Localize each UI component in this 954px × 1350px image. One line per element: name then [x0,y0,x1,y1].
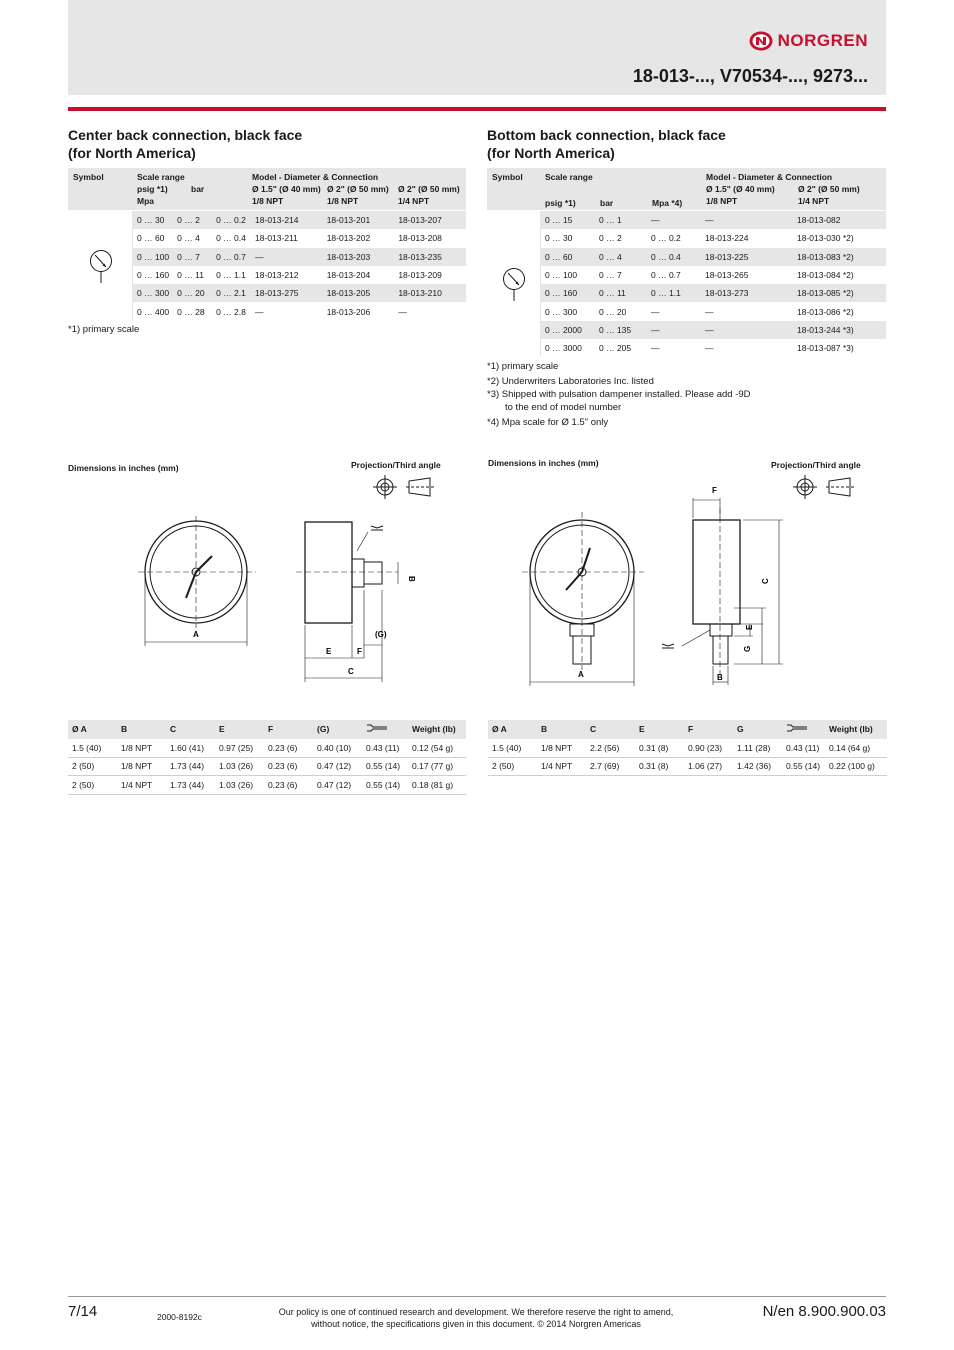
table-row [488,739,887,758]
table-cell: 0 … 1.1 [212,266,251,284]
table-row [68,757,466,776]
wrench-size-icon [366,723,388,733]
table-cell: 18-013-275 [251,284,323,302]
table-row [68,776,466,795]
table-cell: 1.5 (40) [68,739,117,758]
table-cell: 18-013-210 [394,284,466,302]
table-cell: — [701,302,793,320]
policy-text [240,1306,712,1330]
footer-divider [68,1296,886,1297]
table-cell: — [251,248,323,266]
table-cell: 0 … 2 [173,211,212,229]
table-cell: 0 … 0.4 [647,248,701,266]
brand-name: NORGREN [777,31,868,50]
table-cell: 0 … 205 [595,339,647,357]
table-cell: 0 … 4 [595,248,647,266]
table-cell: 0 … 0.7 [212,248,251,266]
table-cell: 18-013-207 [394,211,466,229]
table-cell: 18-013-206 [323,302,395,320]
table-row [133,211,466,229]
table-cell: 0 … 60 [133,229,173,247]
note-3-cont: to the end of model number [505,402,622,413]
table-cell: 18-013-203 [323,248,395,266]
table-cell: 1.06 (27) [684,757,733,776]
column-header: G [733,720,782,739]
table-cell: 18-013-201 [323,211,395,229]
table-cell: 18-013-212 [251,266,323,284]
table-cell: 18-013-205 [323,284,395,302]
table-cell: 0 … 3000 [541,339,595,357]
header-col2a: Ø 2" (Ø 50 mm) [798,184,860,194]
left-section-title [68,126,302,162]
table-cell: 0 … 160 [541,284,595,302]
table-cell: 18-013-208 [394,229,466,247]
left-technical-drawing [68,470,466,690]
norgren-emblem-icon [748,30,774,52]
column-header: F [264,720,313,739]
note-1: *1) primary scale [487,361,559,372]
header-col3b: 1/4 NPT [398,196,430,206]
table-cell: 0 … 30 [541,229,595,247]
table-cell: 0.40 (10) [313,739,362,758]
table-cell: — [647,211,701,229]
table-cell: 1/4 NPT [117,776,166,795]
header-scale-range: Scale range [137,172,185,182]
table-cell: 0.23 (6) [264,776,313,795]
column-header: Weight (lb) [825,720,887,739]
table-cell: 18-013-202 [323,229,395,247]
right-projection-label: Projection/Third angle [771,460,861,470]
table-cell: 18-013-244 *3) [793,321,886,339]
table-cell: 18-013-211 [251,229,323,247]
column-header: Ø A [68,720,117,739]
table-cell: 1.60 (41) [166,739,215,758]
document-reference: N/en 8.900.900.03 [762,1303,886,1320]
column-header: B [117,720,166,739]
table-row [541,284,886,302]
right-model-table [541,211,886,357]
table-cell: 0 … 0.2 [647,229,701,247]
dim-b-label: B [717,673,723,682]
header-model: Model - Diameter & Connection [706,172,833,182]
table-cell: 0.23 (6) [264,739,313,758]
table-cell: 0 … 1 [595,211,647,229]
wrench-size-icon [786,723,808,733]
table-row [133,302,466,320]
header-symbol: Symbol [73,172,104,182]
table-cell: 18-013-030 *2) [793,229,886,247]
table-cell: 0 … 60 [541,248,595,266]
column-header: B [537,720,586,739]
right-section-title [487,126,726,162]
table-row [133,284,466,302]
table-cell: 18-013-214 [251,211,323,229]
table-cell: 0 … 2 [595,229,647,247]
header-mpa: Mpa *4) [652,198,683,208]
left-model-table [133,211,466,321]
right-notes [487,360,751,429]
table-row [541,211,886,229]
left-note: *1) primary scale [68,324,140,335]
table-cell: 1.42 (36) [733,757,782,776]
table-cell: 18-013-085 *2) [793,284,886,302]
gauge-front-view [522,512,644,686]
table-cell: 0 … 2000 [541,321,595,339]
table-cell: 0 … 2.8 [212,302,251,320]
table-cell: 1.03 (26) [215,776,264,795]
table-cell: 0 … 300 [133,284,173,302]
table-cell: 0.97 (25) [215,739,264,758]
table-cell: 1.03 (26) [215,757,264,776]
table-cell: 0 … 4 [173,229,212,247]
table-cell: 0.55 (14) [362,776,408,795]
table-cell: 2.2 (56) [586,739,635,758]
table-cell: 0.43 (11) [362,739,408,758]
dim-f-label: F [357,647,362,656]
table-cell: 0 … 20 [173,284,212,302]
dim-g-label: G [743,645,752,652]
table-row [68,739,466,758]
column-header: E [215,720,264,739]
document-code: 2000-8192c [157,1312,202,1322]
dim-e-label: E [745,624,754,630]
table-cell: 18-013-204 [323,266,395,284]
table-cell: 0.14 (64 g) [825,739,887,758]
norgren-logo [748,30,868,52]
right-title-line2: (for North America) [487,145,615,161]
table-cell: — [647,339,701,357]
column-header: C [586,720,635,739]
column-header: Ø A [488,720,537,739]
table-cell: 1/8 NPT [117,757,166,776]
table-cell: 1/8 NPT [537,739,586,758]
table-cell: 0 … 11 [595,284,647,302]
table-cell: 18-013-265 [701,266,793,284]
gauge-side-view [662,498,783,685]
note-2: *2) Underwriters Laboratories Inc. listed [487,376,654,387]
header-col3a: Ø 2" (Ø 50 mm) [398,184,460,194]
dim-g-label: (G) [375,630,387,639]
table-cell: 18-013-082 [793,211,886,229]
header-col1b: 1/8 NPT [252,196,284,206]
dim-a-label: A [578,670,584,679]
table-cell: 18-013-235 [394,248,466,266]
table-cell: 0 … 7 [173,248,212,266]
table-cell: 18-013-225 [701,248,793,266]
table-row [541,339,886,357]
header-mpa: Mpa [137,196,154,206]
note-4: *4) Mpa scale for Ø 1.5" only [487,417,609,428]
table-row [488,757,887,776]
table-cell: 18-013-084 *2) [793,266,886,284]
table-cell: 18-013-086 *2) [793,302,886,320]
table-cell: — [701,211,793,229]
header-col1a: Ø 1.5" (Ø 40 mm) [706,184,775,194]
dim-f-label: F [712,486,717,495]
table-cell: 0.90 (23) [684,739,733,758]
dim-e-label: E [326,647,332,656]
left-title-line1: Center back connection, black face [68,127,303,143]
header-model: Model - Diameter & Connection [252,172,379,182]
table-cell: 2 (50) [68,776,117,795]
table-cell: — [647,321,701,339]
right-symbol-cell [487,211,541,357]
table-cell: 0 … 135 [595,321,647,339]
left-dims-label: Dimensions in inches (mm) [68,463,179,473]
table-cell: 1/4 NPT [537,757,586,776]
dim-b-label: B [407,576,416,582]
table-cell: 18-013-083 *2) [793,248,886,266]
table-row [541,229,886,247]
header-col1b: 1/8 NPT [706,196,738,206]
column-header: (G) [313,720,362,739]
table-cell: 2 (50) [488,757,537,776]
page-header [68,0,886,95]
note-3: *3) Shipped with pulsation dampener installed. Please add -9D [487,389,751,400]
table-cell: 0 … 0.2 [212,211,251,229]
header-scale-range: Scale range [545,172,593,182]
table-cell: 0 … 2.1 [212,284,251,302]
table-cell: 2.7 (69) [586,757,635,776]
table-cell: 0 … 7 [595,266,647,284]
header-col2b: 1/8 NPT [327,196,359,206]
column-header: E [635,720,684,739]
table-cell: 0 … 15 [541,211,595,229]
table-cell: 2 (50) [68,757,117,776]
policy-line1: Our policy is one of continued research and development. We therefore reserve the right to amend, [278,1307,674,1317]
table-cell: 0.23 (6) [264,757,313,776]
right-dimensions-table [488,720,887,776]
table-cell: 0 … 11 [173,266,212,284]
table-cell: 0 … 400 [133,302,173,320]
right-table-header [487,168,886,210]
policy-line2: without notice, the specifications given in this document. © 2014 Norgren Americas [311,1319,641,1329]
table-header-row [488,720,887,739]
pressure-gauge-symbol-icon [487,211,541,357]
table-row [133,229,466,247]
left-title-line2: (for North America) [68,145,196,161]
third-angle-projection-icon [793,475,854,499]
table-cell: — [701,321,793,339]
pressure-gauge-symbol-icon [68,211,133,321]
table-cell: 0.17 (77 g) [408,757,466,776]
dim-a-label: A [193,630,199,639]
table-cell: 1.11 (28) [733,739,782,758]
table-cell: — [394,302,466,320]
column-header: C [166,720,215,739]
table-cell: 0 … 30 [133,211,173,229]
table-cell: 0.12 (54 g) [408,739,466,758]
table-cell: — [647,302,701,320]
table-row [541,248,886,266]
left-symbol-cell [68,211,133,321]
left-table-header [68,168,466,210]
header-divider [68,107,886,111]
table-cell: 0 … 100 [133,248,173,266]
table-cell: 0.55 (14) [362,757,408,776]
column-header: Weight (lb) [408,720,466,739]
table-header-row [68,720,466,739]
header-col2a: Ø 2" (Ø 50 mm) [327,184,389,194]
table-cell: 0.47 (12) [313,776,362,795]
column-header: F [684,720,733,739]
table-cell: 0 … 300 [541,302,595,320]
table-cell: 1.5 (40) [488,739,537,758]
table-cell: 18-013-209 [394,266,466,284]
table-row [541,302,886,320]
table-cell: 0.31 (8) [635,757,684,776]
page-number: 7/14 [68,1303,98,1320]
header-symbol: Symbol [492,172,523,182]
table-cell: 0 … 0.4 [212,229,251,247]
table-cell: 0 … 28 [173,302,212,320]
gauge-side-view [296,522,398,682]
table-row [541,266,886,284]
left-projection-label: Projection/Third angle [351,460,441,470]
table-cell: 0 … 0.7 [647,266,701,284]
table-cell: 18-013-224 [701,229,793,247]
header-col1a: Ø 1.5" (Ø 40 mm) [252,184,321,194]
right-technical-drawing [488,470,886,690]
header-bar: bar [600,198,614,208]
gauge-front-view [138,516,256,646]
table-cell: 0.18 (81 g) [408,776,466,795]
table-cell: 0.47 (12) [313,757,362,776]
dim-c-label: C [761,578,770,584]
table-cell: 0 … 20 [595,302,647,320]
table-cell: 0 … 1.1 [647,284,701,302]
header-psig: psig *1) [137,184,168,194]
column-header [782,720,825,739]
table-cell: 18-013-087 *3) [793,339,886,357]
table-cell: 0.22 (100 g) [825,757,887,776]
table-cell: 1.73 (44) [166,757,215,776]
header-psig: psig *1) [545,198,576,208]
column-header [362,720,408,739]
table-cell: 0 … 100 [541,266,595,284]
left-dimensions-table [68,720,466,795]
third-angle-projection-icon [373,475,434,499]
table-cell: 0 … 160 [133,266,173,284]
table-row [133,266,466,284]
table-cell: — [251,302,323,320]
table-cell: 1/8 NPT [117,739,166,758]
right-dims-label: Dimensions in inches (mm) [488,458,599,468]
table-cell: — [701,339,793,357]
table-cell: 1.73 (44) [166,776,215,795]
document-title: 18-013-..., V70534-..., 9273... [632,66,868,86]
table-cell: 18-013-273 [701,284,793,302]
header-bar: bar [191,184,205,194]
right-title-line1: Bottom back connection, black face [487,127,726,143]
table-row [133,248,466,266]
table-row [541,321,886,339]
table-cell: 0.31 (8) [635,739,684,758]
header-col2b: 1/4 NPT [798,196,830,206]
dim-c-label: C [348,667,354,676]
table-cell: 0.43 (11) [782,739,825,758]
table-cell: 0.55 (14) [782,757,825,776]
